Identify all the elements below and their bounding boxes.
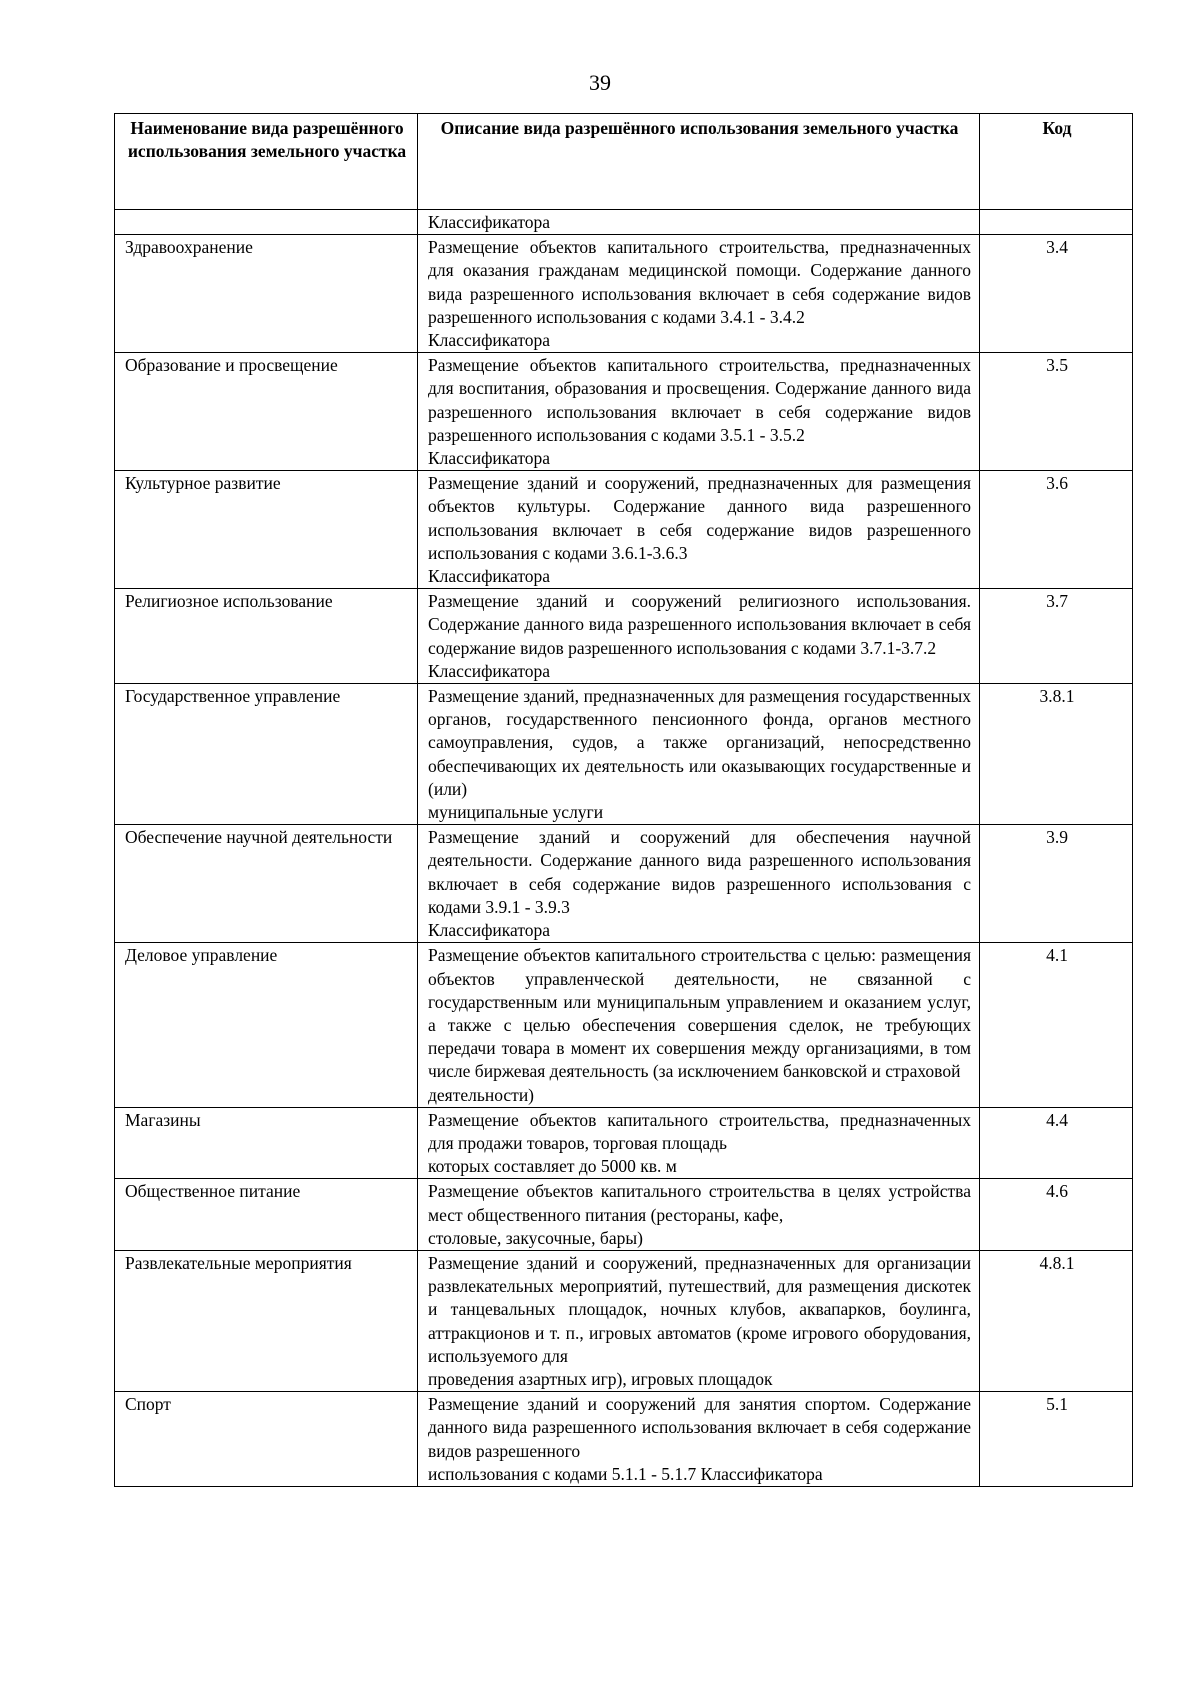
land-use-description-cell [418,1250,980,1391]
land-use-name: Магазины [115,1107,418,1179]
land-use-code: 4.6 [980,1179,1133,1251]
land-use-name: Государственное управление [115,684,418,825]
land-use-name: Общественное питание [115,1179,418,1251]
land-use-description-end: Классификатора [428,566,551,587]
land-use-description-end: деятельности) [428,1084,535,1105]
land-use-description: Размещение зданий и сооружений для занятия спортом. Содержание данного вида разрешенного использования включает в себя содержание видов разрешенного [428,1394,971,1461]
land-use-description: Размещение зданий и сооружений, предназначенных для организации развлекательных мероприятий, путешествий, для размещения дискотек и танцевальных площадок, ночных клубов, аквапарков, боулинга, аттракционов и т. п., игровых автоматов (кроме игрового оборудования, используемого для [428,1252,971,1366]
land-use-description-cell [418,353,980,471]
continuation-row [115,210,1133,235]
table-row [115,1107,1133,1179]
land-use-description-end: Классификатора [428,330,551,351]
land-use-description: Размещение зданий и сооружений для обеспечения научной деятельности. Содержание данного вида разрешенного использования включает в себя содержание видов разрешенного использования с кодами 3.9.1 - 3.9.3 [428,827,971,917]
land-use-description-cell [418,1107,980,1179]
continuation-text: Классификатора [418,210,980,235]
land-use-description-end: муниципальные услуги [428,802,604,823]
land-use-code: 4.4 [980,1107,1133,1179]
land-use-name: Спорт [115,1392,418,1487]
table-row [115,1392,1133,1487]
table-row [115,235,1133,353]
land-use-description: Размещение зданий и сооружений, предназначенных для размещения объектов культуры. Содержание данного вида разрешенного использования включает в себя содержание видов разрешенного использования с кодами 3.6.1-3.6.3 [428,473,971,563]
land-use-description-cell [418,235,980,353]
continuation-name-cell [115,210,418,235]
land-use-code: 3.5 [980,353,1133,471]
land-use-description-cell [418,943,980,1107]
land-use-description-end: Классификатора [428,920,551,941]
land-use-description-cell [418,1179,980,1251]
header-description: Описание вида разрешённого использования земельного участка [418,114,980,210]
land-use-code: 4.8.1 [980,1250,1133,1391]
land-use-description-cell [418,471,980,589]
land-use-description: Размещение объектов капитального строительства с целью: размещения объектов управленческой деятельности, не связанной с государственным или муниципальным управлением и оказанием услуг, а также с целью обеспечения совершения сделок, не требующих передачи товара в момент их совершения между организациями, в том числе биржевая деятельность (за исключением банковской и страховой [428,945,971,1082]
land-use-description-end: Классификатора [428,448,551,469]
land-use-name: Образование и просвещение [115,353,418,471]
land-use-code: 3.7 [980,589,1133,684]
land-use-description: Размещение объектов капитального строительства, предназначенных для продажи товаров, торговая площадь [428,1109,971,1153]
land-use-description: Размещение зданий и сооружений религиозного использования. Содержание данного вида разрешенного использования включает в себя содержание видов разрешенного использования с кодами 3.7.1-3.7.2 [428,591,971,658]
table-row [115,1179,1133,1251]
land-use-code: 3.9 [980,825,1133,943]
land-use-code: 3.8.1 [980,684,1133,825]
land-use-code: 5.1 [980,1392,1133,1487]
table-row [115,353,1133,471]
land-use-table [114,113,1133,1487]
land-use-description-end: Классификатора [428,660,551,681]
table-row [115,1250,1133,1391]
land-use-description: Размещение объектов капитального строительства в целях устройства мест общественного питания (рестораны, кафе, [428,1181,971,1225]
header-code: Код [980,114,1133,210]
land-use-code: 3.4 [980,235,1133,353]
table-row [115,684,1133,825]
land-use-description-cell [418,684,980,825]
table-row [115,825,1133,943]
land-use-name: Религиозное использование [115,589,418,684]
land-use-description-cell [418,1392,980,1487]
land-use-description-end: столовые, закусочные, бары) [428,1227,643,1248]
land-use-name: Культурное развитие [115,471,418,589]
land-use-description: Размещение объектов капитального строительства, предназначенных для оказания гражданам медицинской помощи. Содержание данного вида разрешенного использования включает в себя содержание видов разрешенного использования с кодами 3.4.1 - 3.4.2 [428,237,971,327]
land-use-description-cell [418,589,980,684]
table-header-row [115,114,1133,210]
land-use-description: Размещение объектов капитального строительства, предназначенных для воспитания, образования и просвещения. Содержание данного вида разрешенного использования включает в себя содержание видов разрешенного использования с кодами 3.5.1 - 3.5.2 [428,355,971,445]
page-number: 39 [589,70,611,95]
header-name: Наименование вида разрешённого использования земельного участка [115,114,418,210]
land-use-description-cell [418,825,980,943]
land-use-code: 3.6 [980,471,1133,589]
land-use-name: Здравоохранение [115,235,418,353]
table-row [115,471,1133,589]
continuation-code-cell [980,210,1133,235]
land-use-name: Развлекательные мероприятия [115,1250,418,1391]
land-use-description-end: использования с кодами 5.1.1 - 5.1.7 Классификатора [428,1463,823,1484]
land-use-name: Деловое управление [115,943,418,1107]
table-row [115,943,1133,1107]
land-use-name: Обеспечение научной деятельности [115,825,418,943]
land-use-code: 4.1 [980,943,1133,1107]
table-row [115,589,1133,684]
land-use-description-end: проведения азартных игр), игровых площадок [428,1368,773,1389]
land-use-description-end: которых составляет до 5000 кв. м [428,1156,677,1177]
land-use-description: Размещение зданий, предназначенных для размещения государственных органов, государственного пенсионного фонда, органов местного самоуправления, судов, а также организаций, непосредственно обеспечивающих их деятельность или оказывающих государственные и (или) [428,686,971,799]
